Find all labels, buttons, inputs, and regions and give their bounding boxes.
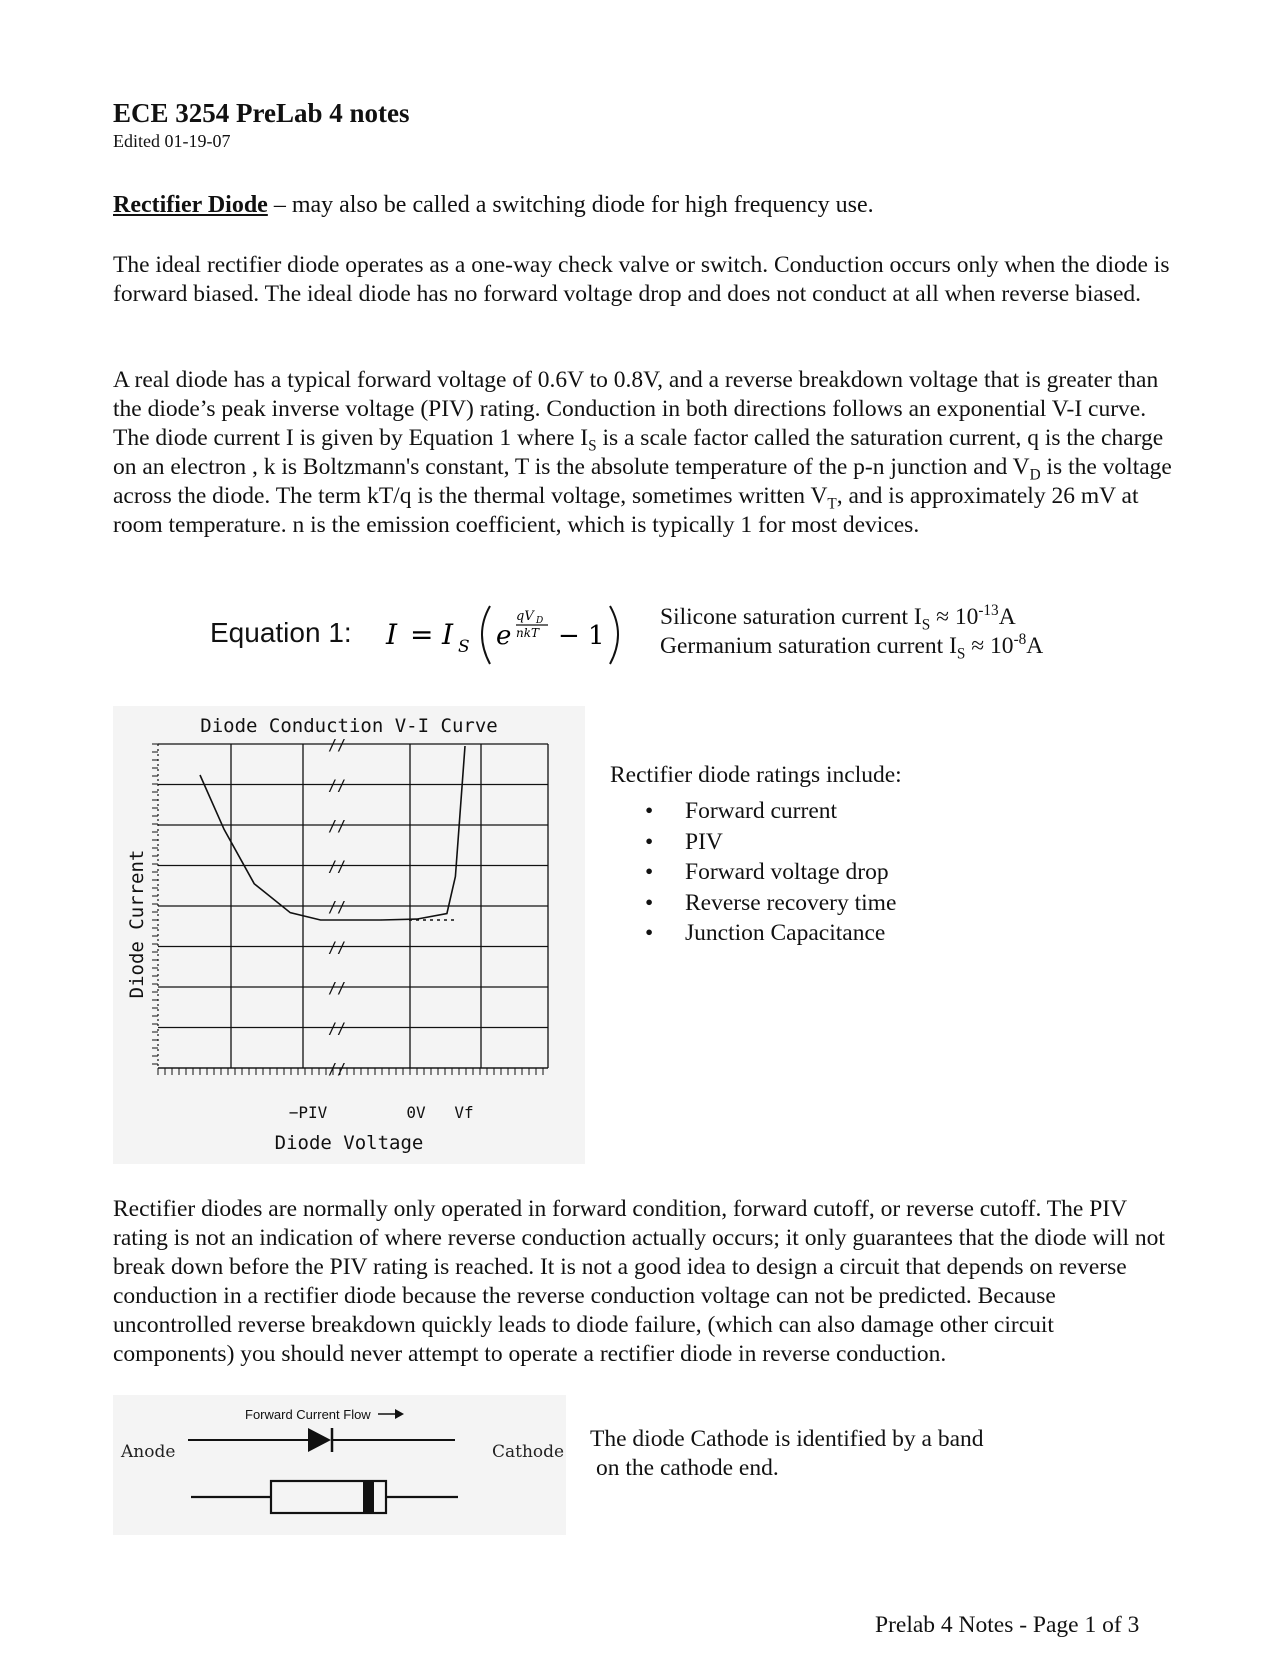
silicon-saturation <box>660 603 1043 632</box>
eq-left-paren <box>482 606 490 664</box>
axis-break-mark: // <box>327 776 347 795</box>
para2-text-4: , and is approximately 26 mV at room temperature. n is the emission coefficient, which is typically 1 for most devices. <box>113 483 1139 538</box>
rating-label: PIV <box>685 828 723 855</box>
para2-text-2: is a scale factor called the saturation current, q is the charge on an electron , k is Boltzmann's constant, T is the absolute temperature of the p-n junction and V <box>113 425 1164 480</box>
list-item <box>645 888 896 919</box>
rating-label: Forward current <box>685 798 838 824</box>
page-title: ECE 3254 PreLab 4 notes <box>113 98 410 128</box>
vi-curve-chart <box>113 706 585 1164</box>
eq-lhs: I <box>386 618 398 651</box>
equation-label: Equation 1: <box>210 617 352 648</box>
para2-sub-s: S <box>588 437 597 455</box>
list-item <box>645 827 896 858</box>
eq-equals: = <box>410 618 434 651</box>
page-footer: Prelab 4 Notes - Page 1 of 3 <box>875 1612 1140 1638</box>
para2-sub-d: D <box>1029 466 1041 484</box>
x-tick-label-piv: −PIV <box>288 1103 328 1122</box>
rating-label: Junction Capacitance <box>685 920 886 946</box>
bullet-icon: • <box>645 798 654 824</box>
paragraph-ideal-diode: The ideal rectifier diode operates as a one-way check valve or switch. Conduction occurs only when the diode is forward biased. The ideal diode has no forward voltage drop and does not conduct at all when reverse biased. <box>113 252 1170 307</box>
axis-break-mark: // <box>327 857 347 876</box>
saturation-currents <box>660 603 1043 661</box>
ratings-list <box>645 796 896 949</box>
chart-grid <box>158 744 548 1068</box>
axis-break-mark: // <box>327 979 347 997</box>
paragraph-operation: Rectifier diodes are normally only operated in forward condition, forward cutoff, or reverse cutoff. The PIV rating is not an indication of where reverse conduction actually occurs; it only guarantees that the diode will not break down before the PIV rating is reached. It is not a good idea to design a circuit that depends on reverse conduction in a rectifier diode because the reverse conduction voltage can not be predicted. Because uncontrolled reverse breakdown quickly leads to diode failure, (which can also damage other circuit components) you should never attempt to operate a rectifier diode in reverse conduction. <box>113 1196 1165 1367</box>
silicon-exponent: -13 <box>978 602 999 620</box>
diode-symbol-icon <box>188 1428 455 1452</box>
eq-rhs-sub: S <box>458 637 470 657</box>
germanium-sub: S <box>956 645 966 663</box>
right-arrow-icon <box>378 1409 404 1419</box>
section-heading <box>113 192 874 219</box>
section-heading-rest: – may also be called a switching diode for high frequency use. <box>267 192 874 218</box>
eq-e: e <box>496 621 512 651</box>
equation-formula <box>382 598 632 670</box>
eq-numerator-sub: D <box>536 616 544 626</box>
diode-body-icon <box>191 1481 458 1513</box>
cathode-note-line-2: on the cathode end. <box>596 1455 779 1481</box>
axis-break-mark: // <box>327 1019 347 1038</box>
bullet-icon: • <box>645 859 654 885</box>
diode-symbol-svg <box>113 1395 566 1535</box>
x-tick-label-vf: Vf <box>454 1103 474 1122</box>
germanium-text: Germanium saturation current I <box>660 633 957 659</box>
germanium-exponent: -8 <box>1013 631 1027 649</box>
eq-right-paren <box>610 606 618 664</box>
anode-label: Anode <box>121 1442 176 1462</box>
eq-rhs-i: I <box>442 618 454 651</box>
eq-denominator: nkT <box>516 626 540 640</box>
eq-numerator: qV <box>516 609 534 624</box>
rating-label: Reverse recovery time <box>685 889 897 916</box>
silicon-approx: ≈ 10 <box>930 604 979 630</box>
para2-text-3: is the voltage across the diode. The term kT/q is the thermal voltage, sometimes written V <box>113 454 1172 509</box>
x-axis-label: Diode Voltage <box>274 1132 424 1154</box>
axis-break-marks <box>328 736 346 1078</box>
silicon-unit: A <box>998 604 1016 630</box>
axis-break-mark: // <box>327 817 347 835</box>
rating-label: Forward voltage drop <box>685 859 889 885</box>
bullet-icon: • <box>645 889 654 916</box>
cathode-note <box>590 1425 984 1483</box>
bullet-icon: • <box>645 920 654 946</box>
forward-flow-label: Forward Current Flow <box>245 1407 371 1422</box>
axis-break-mark: // <box>327 938 347 957</box>
vi-curve-svg <box>113 706 585 1164</box>
edited-date: Edited 01-19-07 <box>113 131 231 151</box>
germanium-unit: A <box>1026 633 1044 659</box>
cathode-label: Cathode <box>492 1442 565 1462</box>
germanium-saturation <box>660 632 1043 661</box>
ratings-intro: Rectifier diode ratings include: <box>610 762 902 788</box>
para2-text-1: A real diode has a typical forward voltage of 0.6V to 0.8V, and a reverse breakdown voltage that is greater than the diode’s peak inverse voltage (PIV) rating. Conduction in both directions follows an exponential V-I curve. The diode current I is given by Equation 1 where I <box>113 367 1159 451</box>
list-item <box>645 796 896 827</box>
cathode-note-line-1: The diode Cathode is identified by a band <box>590 1426 984 1452</box>
eq-minus-one: − 1 <box>558 621 605 651</box>
germanium-approx: ≈ 10 <box>965 633 1014 659</box>
silicon-text: Silicone saturation current I <box>660 604 922 630</box>
axis-break-mark: // <box>327 736 347 754</box>
list-item <box>645 857 896 888</box>
paragraph-real-diode <box>113 366 1178 540</box>
para2-sub-t: T <box>827 495 837 513</box>
axis-break-mark: // <box>327 898 347 916</box>
list-item <box>645 918 896 949</box>
bullet-icon: • <box>645 828 654 855</box>
chart-ticks <box>152 744 548 1075</box>
axis-break-mark: // <box>327 1060 347 1078</box>
chart-title: Diode Conduction V-I Curve <box>200 715 498 737</box>
y-axis-label: Diode Current <box>126 849 148 999</box>
diode-symbol-figure <box>113 1395 566 1535</box>
x-tick-label-0v: 0V <box>406 1103 426 1122</box>
section-heading-bold: Rectifier Diode <box>113 192 268 218</box>
silicon-sub: S <box>921 616 931 634</box>
